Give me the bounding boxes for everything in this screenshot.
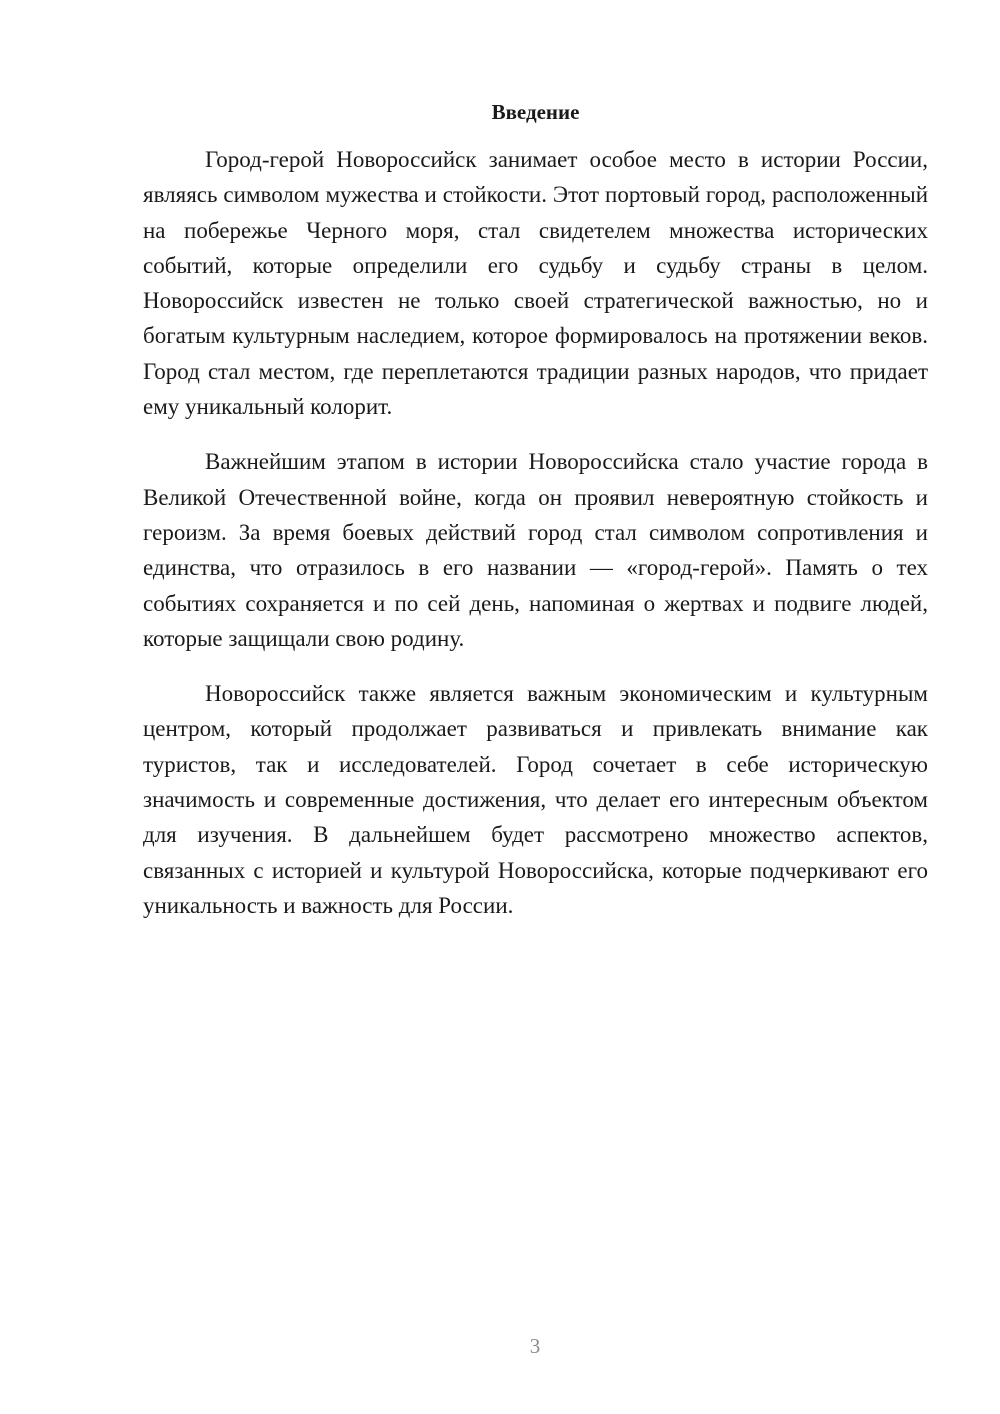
page-number: 3: [529, 1334, 541, 1358]
paragraph-1: Город-герой Новороссийск занимает особое место в истории России, являясь символом мужества и стойкости. Этот портовый город, расположенный на побережье Черного моря, стал свидетелем множества исторических событий, которые определили его судьбу и судьбу страны в целом. Новороссийск известен не только своей стратегической важностью, но и богатым культурным наследием, которое формировалось на протяжении веков. Город стал местом, где переплетаются традиции разных народов, что придает ему уникальный колорит.: [143, 147, 928, 420]
paragraph-2: Важнейшим этапом в истории Новороссийска стало участие города в Великой Отечественной войне, когда он проявил невероятную стойкость и героизм. За время боевых действий город стал символом сопротивления и единства, что отразилось в его названии — «город-герой». Память о тех событиях сохраняется и по сей день, напоминая о жертвах и подвиге людей, которые защищали свою родину.: [143, 449, 928, 651]
section-heading: Введение: [491, 100, 580, 124]
body-text: [143, 142, 928, 943]
paragraph-3: Новороссийск также является важным экономическим и культурным центром, который продолжает развиваться и привлекать внимание как туристов, так и исследователей. Город сочетает в себе историческую значимость и современные достижения, что делает его интересным объектом для изучения. В дальнейшем будет рассмотрено множество аспектов, связанных с историей и культурой Новороссийска, которые подчеркивают его уникальность и важность для России.: [143, 681, 928, 918]
